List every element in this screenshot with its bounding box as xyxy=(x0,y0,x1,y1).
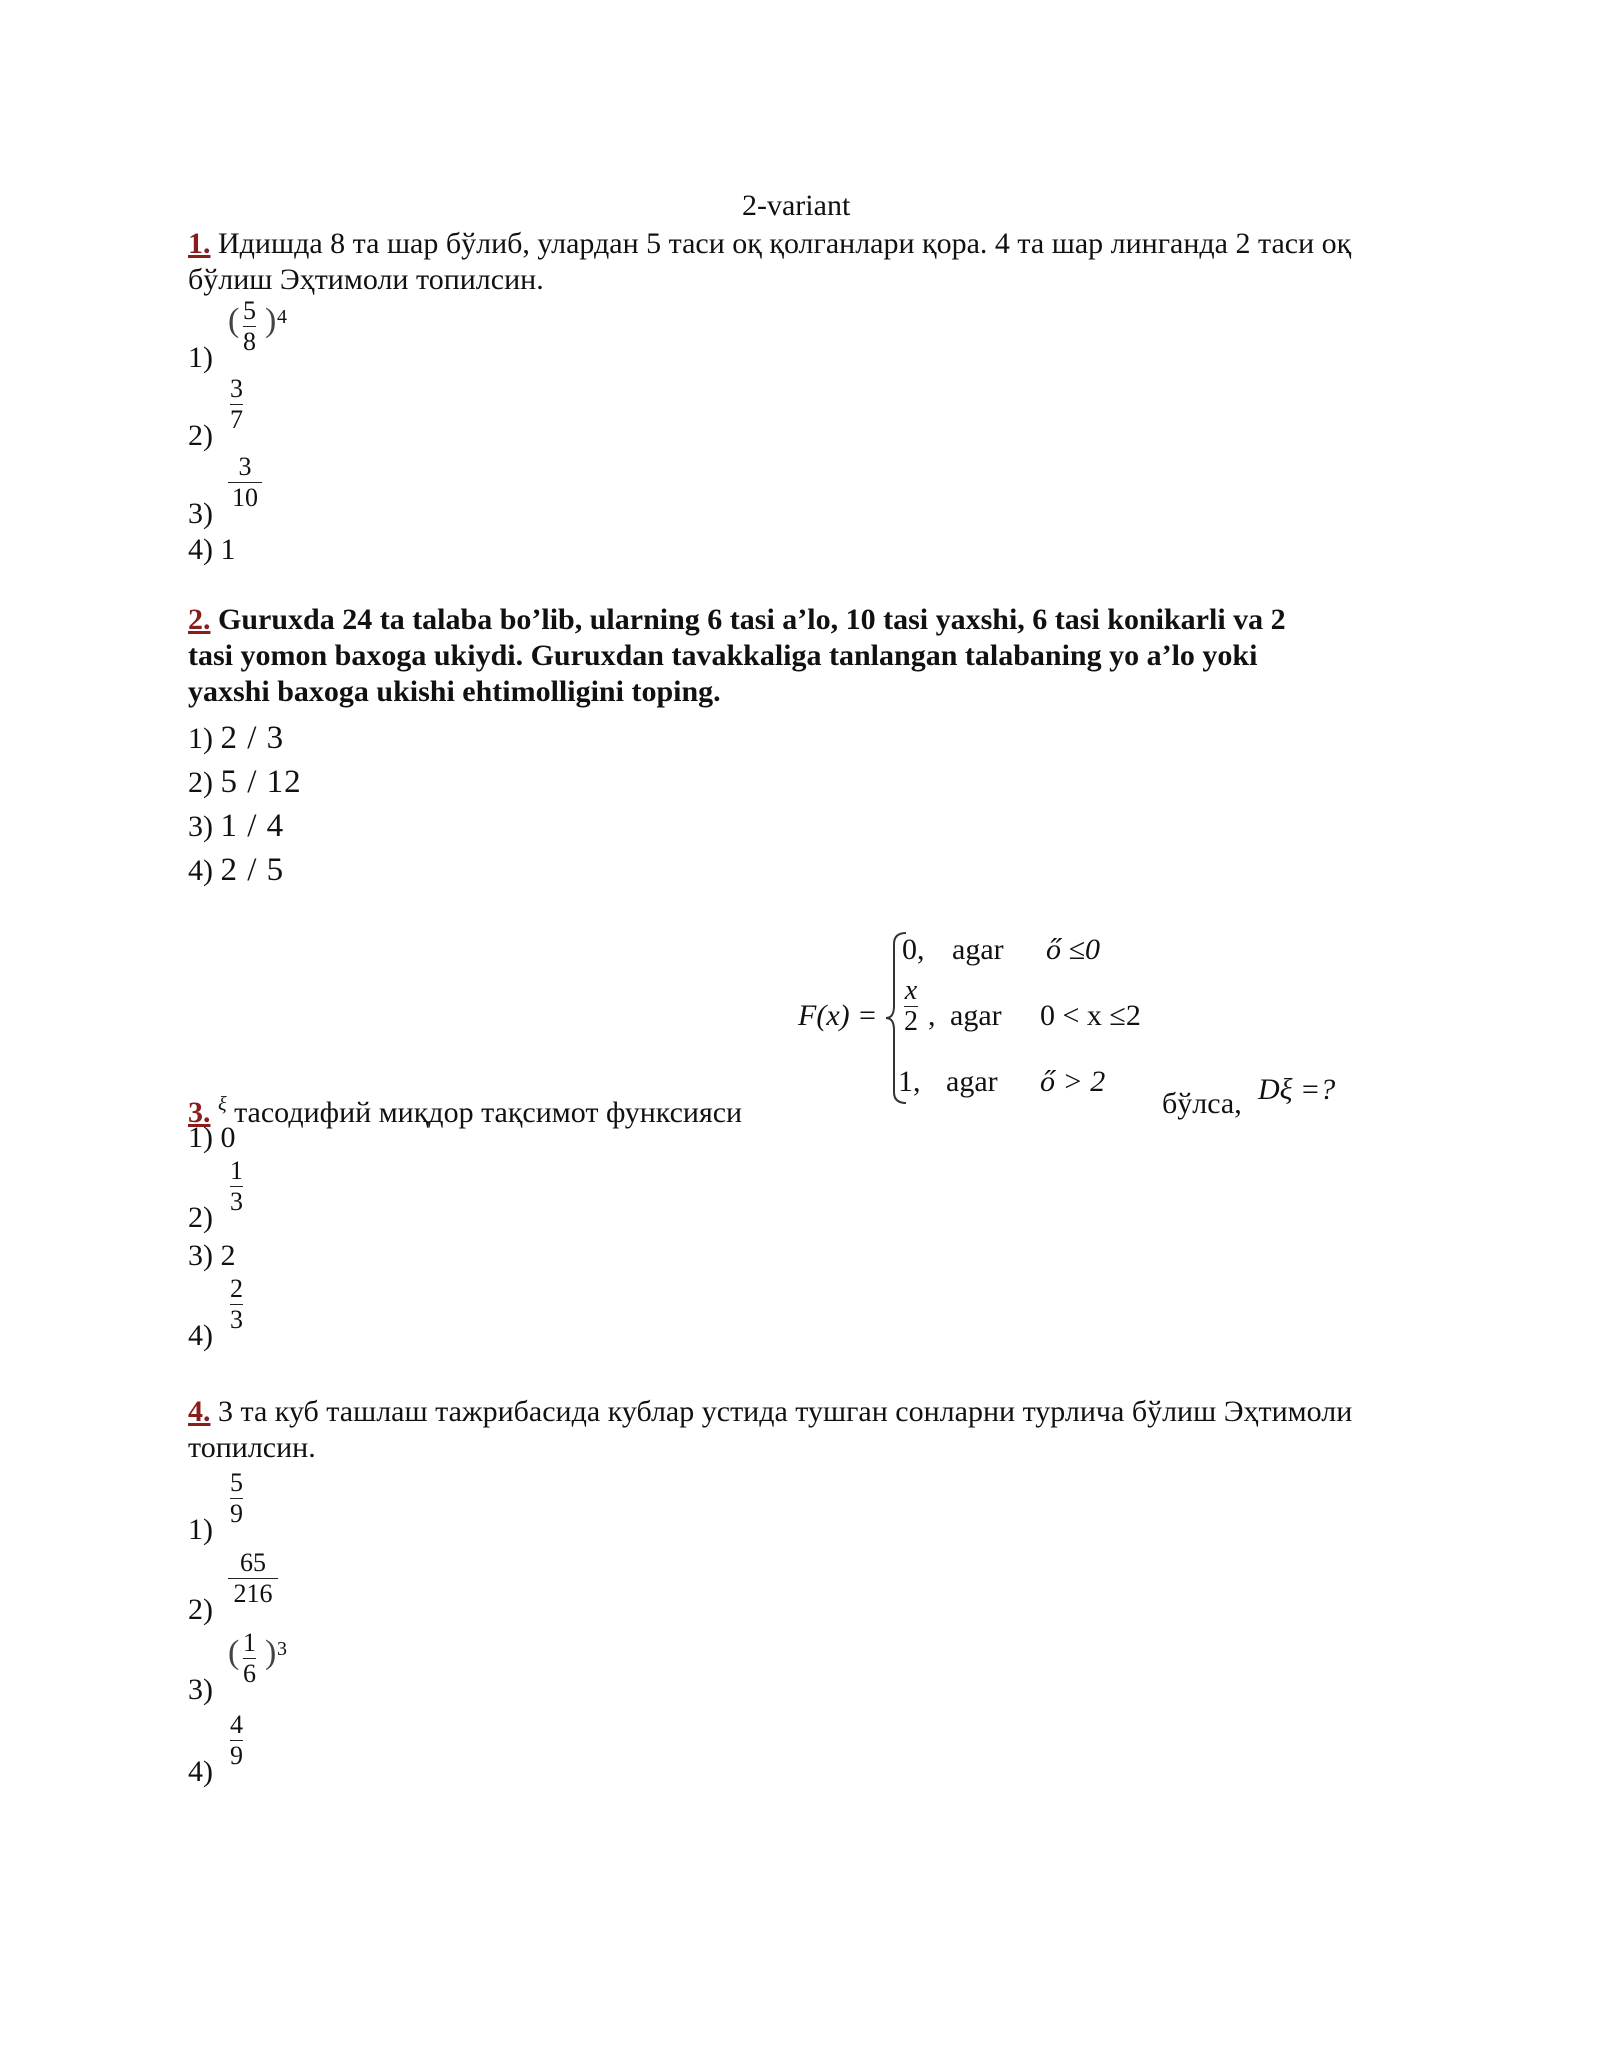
page-title: 2-variant xyxy=(742,189,851,222)
variance-question: Dξ =? xyxy=(1258,1073,1336,1106)
q2-option-4-value: 2 / 5 xyxy=(220,852,285,888)
q2-option-4 xyxy=(188,852,284,889)
q1-option-4 xyxy=(188,532,236,568)
q1-option-3-label: 3) xyxy=(188,497,213,530)
case-3-condition: ő > 2 xyxy=(1040,1065,1106,1098)
q4-option-3-paren-open: ( xyxy=(228,1634,240,1671)
question-2-text: Guruxda 24 ta talaba bo’lib, ularning 6 tasi a’lo, 10 tasi yaxshi, 6 tasi konikarli va 2 xyxy=(218,603,1286,636)
q2-option-3-value: 1 / 4 xyxy=(220,808,285,844)
question-3-text: тасодифий миқдор тақсимот функсияси xyxy=(234,1096,743,1129)
bulsa-text: бўлса, xyxy=(1162,1087,1242,1120)
q1-option-2-label: 2) xyxy=(188,419,213,452)
q4-option-4-denominator: 9 xyxy=(230,1741,243,1770)
q2-option-3 xyxy=(188,808,284,845)
q1-option-4-label: 4) xyxy=(188,533,213,566)
q2-option-2-label: 2) xyxy=(188,766,213,799)
q4-option-3-exponent: 3 xyxy=(277,1638,287,1660)
q1-option-1-paren-open: ( xyxy=(228,302,240,339)
question-1-line-2: бўлиш Эҳтимоли топилсин. xyxy=(188,263,544,296)
question-2-line-2: tasi yomon baxoga ukiydi. Guruxdan tavakkaliga tanlangan talabaning yo a’lo yoki xyxy=(188,639,1258,672)
q1-option-2-numerator: 3 xyxy=(230,374,243,403)
case-2-condition: 0 < x ≤2 xyxy=(1040,999,1141,1032)
question-4-number: 4. xyxy=(188,1395,211,1428)
q1-option-1-fraction xyxy=(243,296,256,357)
case-2-comma: , xyxy=(928,999,936,1032)
question-4-text: 3 та куб ташлаш тажрибасида кублар устида тушган сонларни турлича бўлиш Эҳтимоли xyxy=(218,1395,1353,1428)
function-lhs: F(x) = xyxy=(798,999,878,1032)
q3-option-2-numerator: 1 xyxy=(230,1156,243,1185)
question-1-text: Идишда 8 та шар бўлиб, улардан 5 таси оқ қолганлари қора. 4 та шар линганда 2 таси оқ xyxy=(218,227,1352,260)
q4-option-3-label: 3) xyxy=(188,1673,213,1706)
q4-option-2-denominator: 216 xyxy=(233,1579,273,1608)
q1-option-1-numerator: 5 xyxy=(243,296,256,325)
q3-option-2-denominator: 3 xyxy=(230,1187,243,1216)
q3-option-4-label: 4) xyxy=(188,1319,213,1352)
question-3-number: 3. xyxy=(188,1096,211,1129)
q4-option-3-denominator: 6 xyxy=(243,1659,256,1688)
q2-option-1 xyxy=(188,720,284,757)
q3-option-4-denominator: 3 xyxy=(230,1305,243,1334)
q3-option-1-value: 0 xyxy=(220,1121,236,1154)
question-4-line-1 xyxy=(188,1394,1352,1430)
case-1-agar: agar xyxy=(952,933,1004,966)
q4-option-1-denominator: 9 xyxy=(230,1499,243,1528)
q1-option-3-numerator: 3 xyxy=(238,452,252,481)
question-1-line-1 xyxy=(188,226,1351,262)
q3-option-1 xyxy=(188,1120,236,1156)
q4-option-3-fraction xyxy=(243,1628,256,1689)
case-2-denominator: 2 xyxy=(904,1006,918,1037)
question-3-line xyxy=(188,1086,742,1131)
question-4-line-2: топилсин. xyxy=(188,1431,316,1464)
xi-symbol: ξ xyxy=(218,1093,227,1115)
q2-option-3-label: 3) xyxy=(188,810,213,843)
q4-option-1-label: 1) xyxy=(188,1513,213,1546)
q2-option-4-label: 4) xyxy=(188,854,213,887)
q4-option-4-label: 4) xyxy=(188,1755,213,1788)
q4-option-1-numerator: 5 xyxy=(230,1468,243,1497)
case-3-value: 1, xyxy=(898,1065,921,1098)
case-2-numerator: x xyxy=(904,975,918,1006)
q4-option-1-fraction xyxy=(230,1468,243,1529)
case-1-value: 0, xyxy=(902,933,925,966)
q4-option-2-label: 2) xyxy=(188,1593,213,1626)
q1-option-1-paren-close: ) xyxy=(265,302,277,339)
q1-option-1-denominator: 8 xyxy=(243,327,256,356)
q4-option-4-fraction xyxy=(230,1710,243,1771)
question-2-line-3: yaxshi baxoga ukishi ehtimolligini toping. xyxy=(188,675,721,708)
question-2-number: 2. xyxy=(188,603,211,636)
q3-option-3-value: 2 xyxy=(220,1239,236,1272)
q4-option-2-fraction xyxy=(228,1548,278,1609)
case-2-agar: agar xyxy=(950,999,1002,1032)
q4-option-2-numerator: 65 xyxy=(240,1548,266,1577)
q1-option-3-denominator: 10 xyxy=(232,483,258,512)
q4-option-3-paren-close: ) xyxy=(265,1634,277,1671)
q3-option-2-label: 2) xyxy=(188,1201,213,1234)
q3-option-2-fraction xyxy=(230,1156,243,1217)
q1-option-3-fraction xyxy=(228,452,262,513)
q3-option-3 xyxy=(188,1238,236,1274)
q4-option-3-numerator: 1 xyxy=(243,1628,256,1657)
q2-option-2-value: 5 / 12 xyxy=(220,764,302,800)
q4-option-4-numerator: 4 xyxy=(230,1710,243,1739)
question-2-line-1 xyxy=(188,602,1286,638)
q1-option-2-fraction xyxy=(230,374,243,435)
q1-option-1-label: 1) xyxy=(188,341,213,374)
case-2-fraction xyxy=(904,976,918,1037)
q2-option-1-label: 1) xyxy=(188,722,213,755)
q3-option-4-fraction xyxy=(230,1274,243,1335)
q1-option-2-denominator: 7 xyxy=(230,405,243,434)
q2-option-2 xyxy=(188,764,302,801)
q2-option-1-value: 2 / 3 xyxy=(220,720,285,756)
q3-option-4-numerator: 2 xyxy=(230,1274,243,1303)
case-3-agar: agar xyxy=(946,1065,998,1098)
q1-option-1-exponent: 4 xyxy=(277,306,287,328)
q1-option-4-value: 1 xyxy=(220,533,236,566)
question-1-number: 1. xyxy=(188,227,211,260)
q3-option-3-label: 3) xyxy=(188,1239,213,1272)
q3-option-1-label: 1) xyxy=(188,1121,213,1154)
case-1-condition: ő ≤0 xyxy=(1046,933,1100,966)
